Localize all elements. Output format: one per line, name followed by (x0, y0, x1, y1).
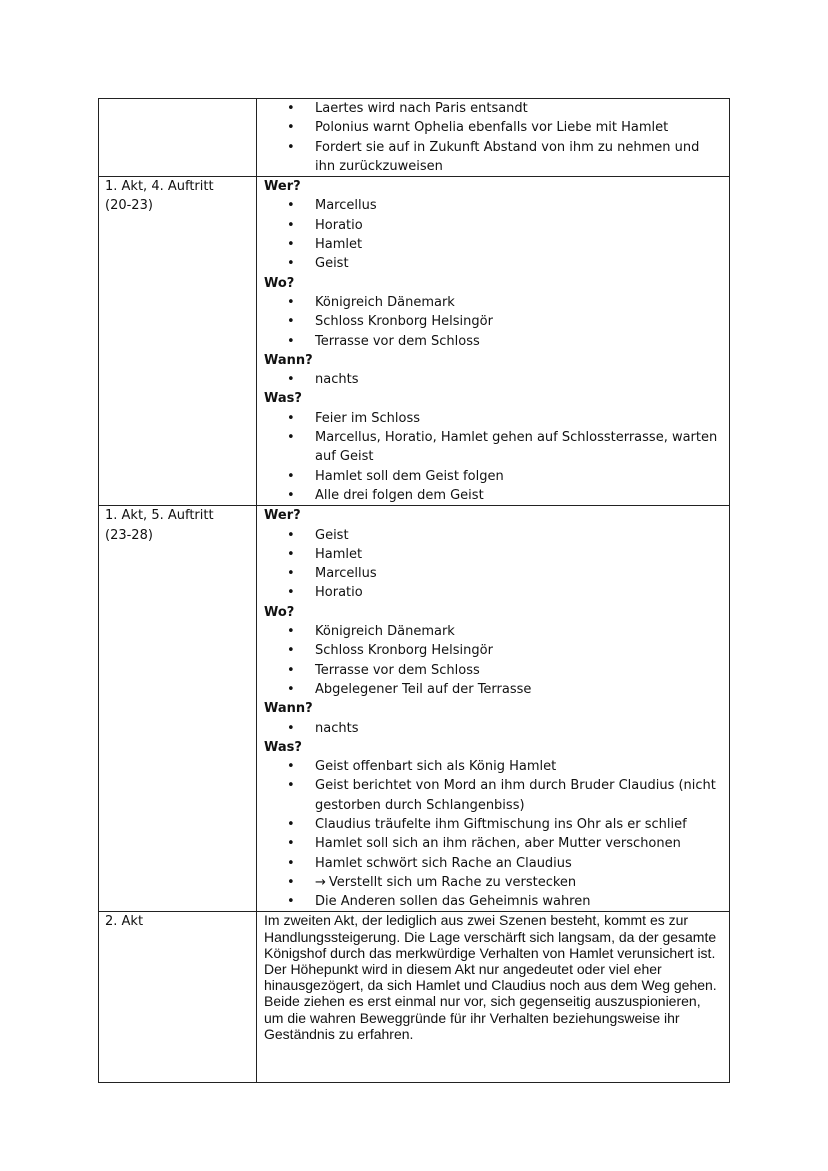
list-item: • Königreich Dänemark (264, 622, 723, 641)
list-item: • Hamlet soll dem Geist folgen (264, 467, 723, 486)
arrow-right-icon: → (315, 874, 326, 890)
list-item: • Geist (264, 526, 723, 545)
table-row (99, 99, 730, 177)
list-item: • Claudius träufelte ihm Giftmischung ins Ohr als er schlief (264, 815, 723, 834)
scene-content-cell (257, 99, 730, 177)
list-item: • Hamlet schwört sich Rache an Claudius (264, 854, 723, 873)
table-row (99, 912, 730, 1083)
scene-label: 1. Akt, 4. Auftritt (105, 179, 214, 195)
section-heading-was: Was? (264, 739, 302, 755)
list-item: • Schloss Kronborg Helsingör (264, 641, 723, 660)
list-item: • Schloss Kronborg Helsingör (264, 312, 723, 331)
list-item: • Abgelegener Teil auf der Terrasse (264, 680, 723, 699)
list-item: • Terrasse vor dem Schloss (264, 332, 723, 351)
list-item: • nachts (264, 370, 723, 389)
act-summary-paragraph: Im zweiten Akt, der lediglich aus zwei Szenen besteht, kommt es zur Handlungssteigerung. Die Lage verschärft sich langsam, da der gesamte Königshof durch das merkwürdige Verhalten von Hamlet verunsichert ist. Der Höhepunkt wird in diesem Akt nur angedeutet oder viel eher hinausgezögert, da sich Hamlet und Claudius noch aus dem Weg gehen. Beide ziehen es erst einmal nur vor, sich gegenseitig auszuspionieren, um die wahren Beweggründe für ihr Verhalten beziehungsweise ihr Geständnis zu erfahren. (264, 912, 717, 1042)
list-item: • Terrasse vor dem Schloss (264, 661, 723, 680)
scene-table (98, 98, 730, 1083)
section-heading-wo: Wo? (264, 275, 295, 291)
list-item: • Die Anderen sollen das Geheimnis wahren (264, 892, 723, 911)
bullet-list (264, 293, 723, 351)
scene-content-cell (257, 177, 730, 506)
section-heading-wer: Wer? (264, 508, 301, 524)
bullet-list (264, 409, 723, 505)
list-item: • Geist berichtet von Mord an ihm durch Bruder Claudius (nicht gestorben durch Schlangenbiss) (264, 776, 723, 815)
list-item: • nachts (264, 719, 723, 738)
table-row (99, 177, 730, 506)
section-heading-wo: Wo? (264, 604, 295, 620)
list-item-text: Verstellt sich um Rache zu verstecken (328, 874, 577, 890)
section-heading-wer: Wer? (264, 179, 301, 195)
bullet-list (264, 196, 723, 273)
list-item: • Horatio (264, 216, 723, 235)
bullet-list (264, 526, 723, 603)
scene-label-cell (99, 506, 257, 912)
list-item: • Marcellus (264, 564, 723, 583)
list-item: • Marcellus (264, 196, 723, 215)
list-item: • Laertes wird nach Paris entsandt (264, 99, 723, 118)
scene-label-cell (99, 177, 257, 506)
scene-label-cell (99, 912, 257, 1083)
list-item: • Geist offenbart sich als König Hamlet (264, 757, 723, 776)
list-item: • Geist (264, 254, 723, 273)
bullet-list (264, 370, 723, 389)
scene-label-cell (99, 99, 257, 177)
list-item: • Horatio (264, 583, 723, 602)
scene-pages: (20-23) (105, 198, 153, 214)
list-item: • Alle drei folgen dem Geist (264, 486, 723, 505)
scene-content-cell (257, 506, 730, 912)
section-heading-wann: Wann? (264, 701, 313, 717)
list-item: • Polonius warnt Ophelia ebenfalls vor Liebe mit Hamlet (264, 118, 723, 137)
scene-label: 1. Akt, 5. Auftritt (105, 508, 214, 524)
list-item (264, 873, 723, 892)
list-item: • Hamlet (264, 235, 723, 254)
bullet-list (264, 622, 723, 699)
list-item: • Königreich Dänemark (264, 293, 723, 312)
section-heading-wann: Wann? (264, 352, 313, 368)
scene-label: 2. Akt (105, 914, 144, 930)
bullet-list (264, 99, 723, 176)
bullet-list (264, 757, 723, 911)
list-item: • Hamlet (264, 545, 723, 564)
scene-content-cell (257, 912, 730, 1083)
list-item: • Hamlet soll sich an ihm rächen, aber Mutter verschonen (264, 834, 723, 853)
table-row (99, 506, 730, 912)
bullet-list (264, 719, 723, 738)
scene-pages: (23-28) (105, 527, 153, 543)
list-item: • Marcellus, Horatio, Hamlet gehen auf Schlossterrasse, warten auf Geist (264, 428, 723, 467)
list-item: • Fordert sie auf in Zukunft Abstand von ihm zu nehmen und ihn zurückzuweisen (264, 138, 723, 177)
section-heading-was: Was? (264, 391, 302, 407)
list-item: • Feier im Schloss (264, 409, 723, 428)
